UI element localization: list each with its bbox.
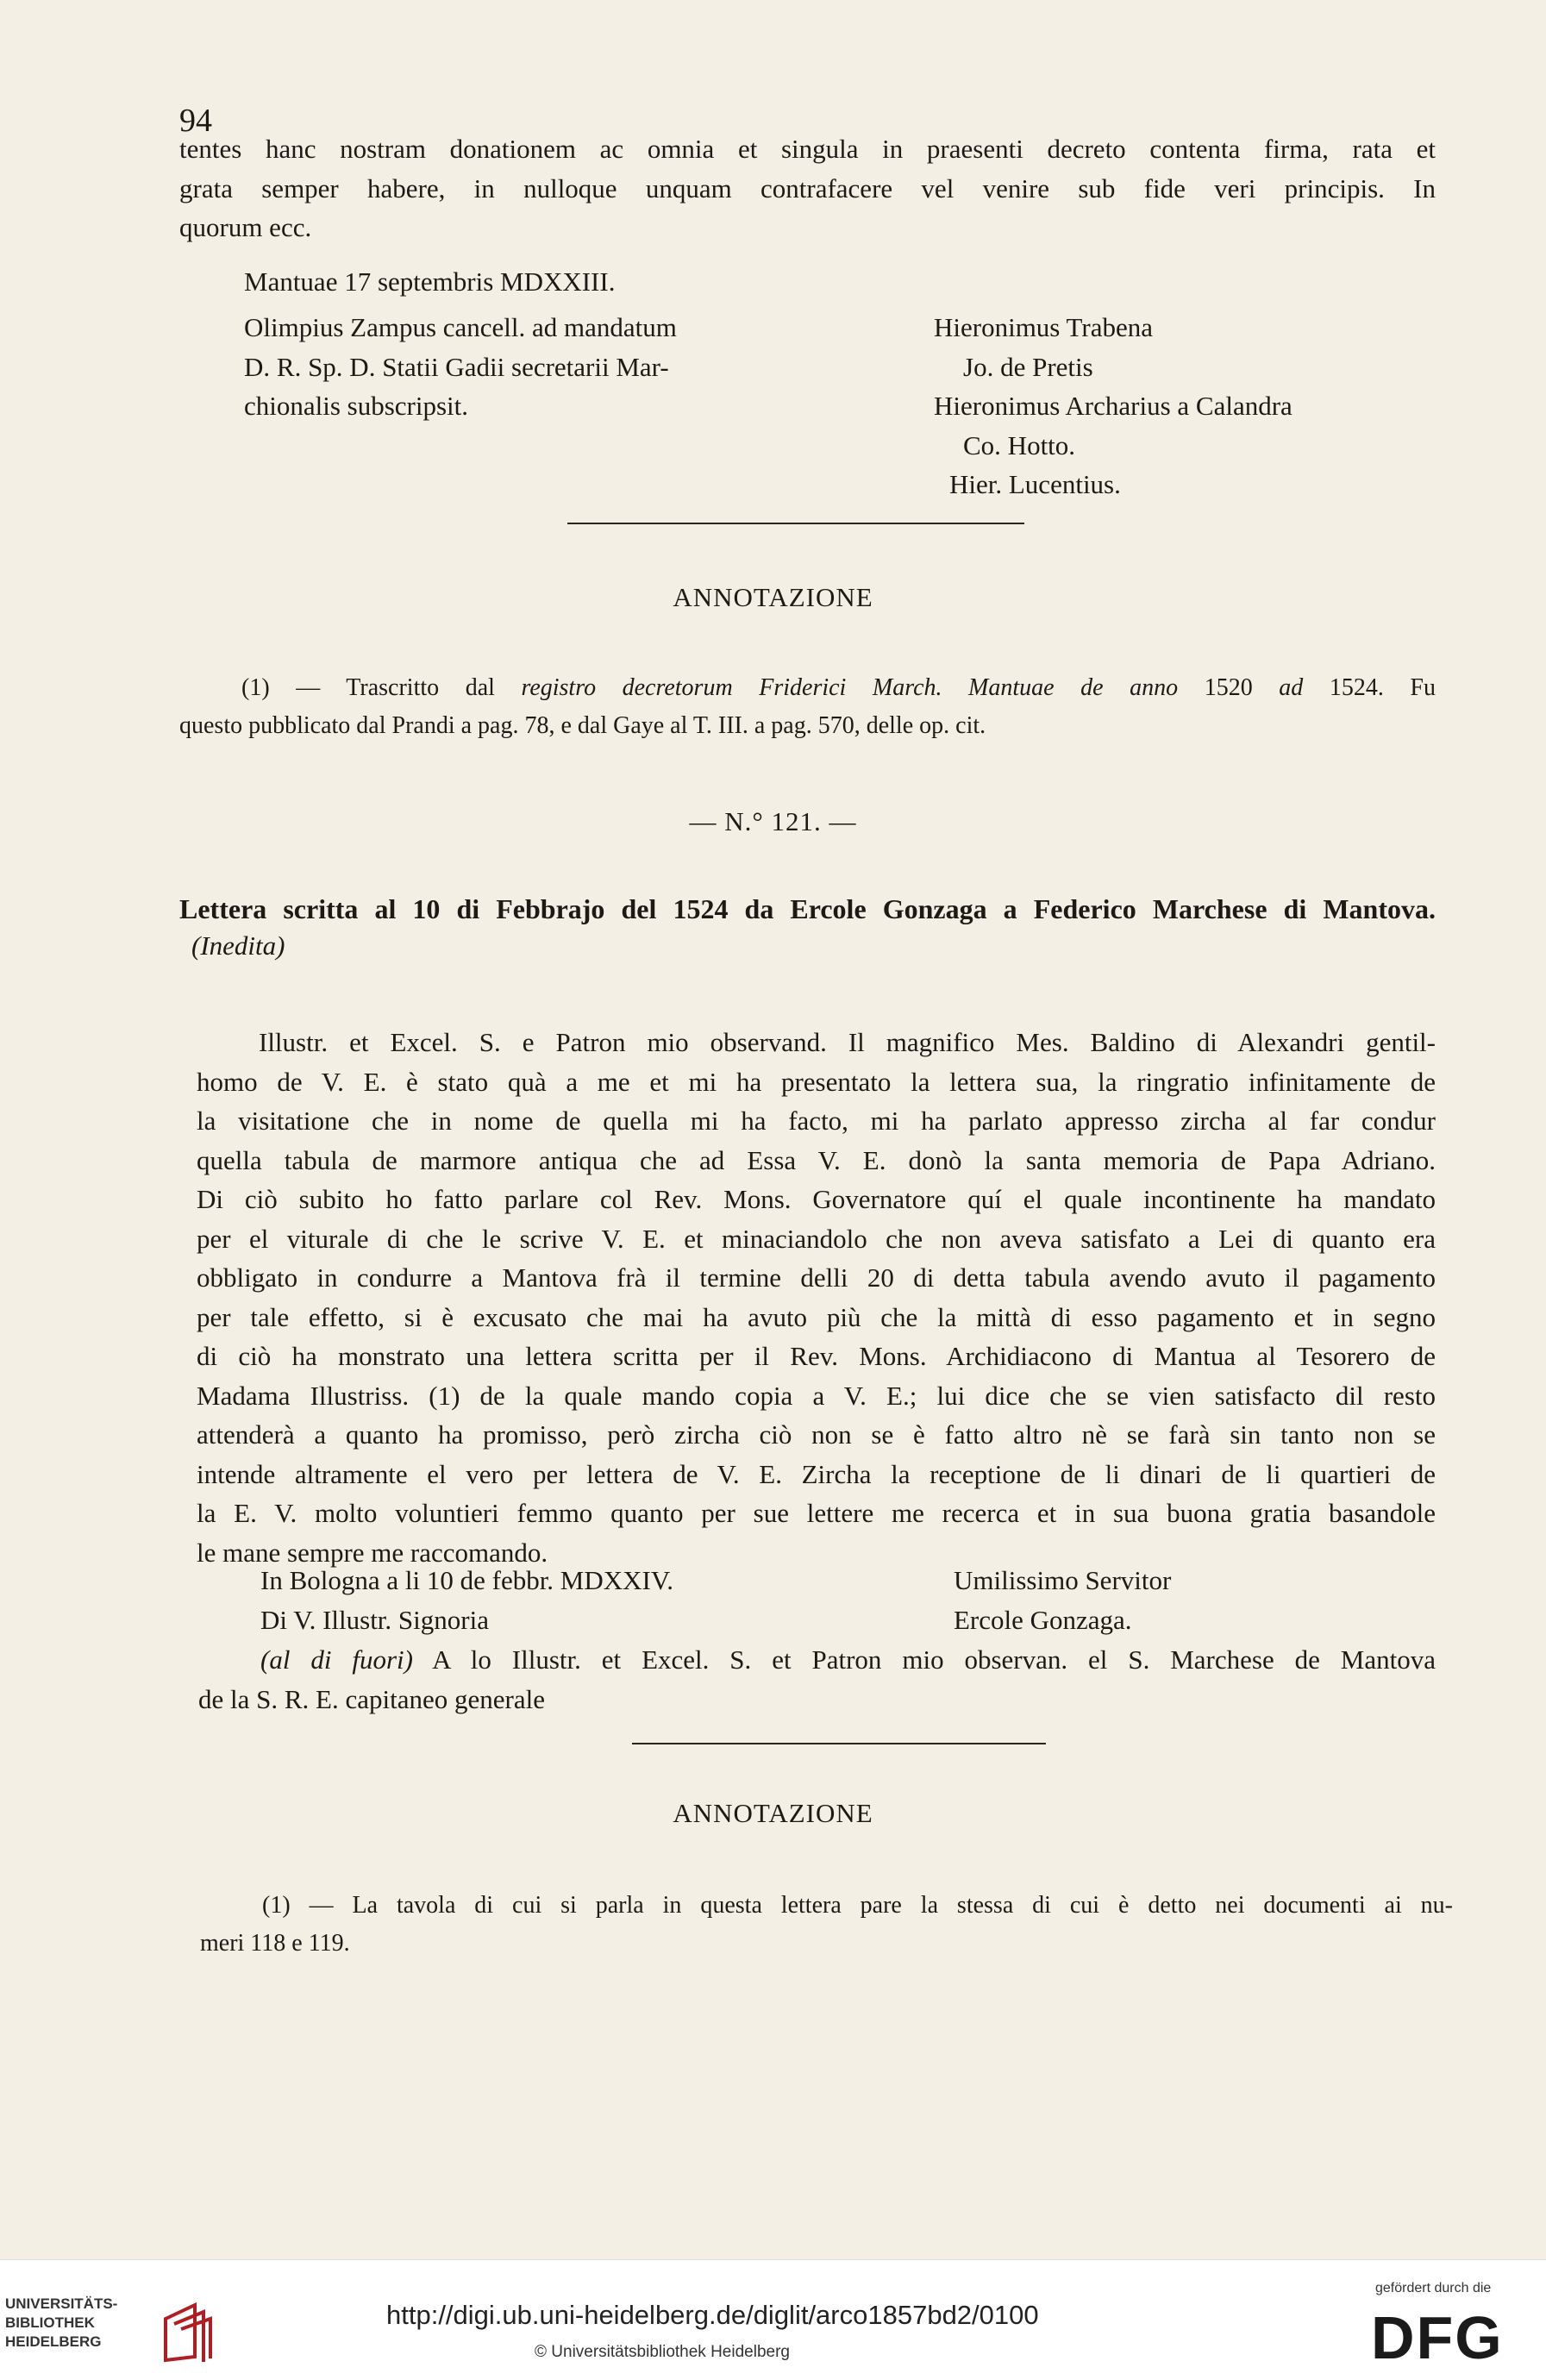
- library-emblem-icon: [160, 2302, 216, 2364]
- document-number: — N.° 121. —: [689, 806, 857, 836]
- signature-line: Co. Hotto.: [963, 429, 1076, 460]
- closing-left: [260, 1561, 673, 1639]
- footnote-line: questo pubblicato dal Prandi a pag. 78, e dal Gaye al T. III. a pag. 570, delle op. cit.: [179, 712, 986, 739]
- address-line: de la S. R. E. capitaneo generale: [198, 1683, 545, 1714]
- text-line: Di ciò subito ho fatto parlare col Rev. Mons. Governatore quí el quale incontinente ha mandato: [197, 1184, 1436, 1214]
- letter-title: Lettera scritta al 10 di Febbrajo del 1524 da Ercole Gonzaga a Federico Marchese di Mantova.: [179, 893, 1436, 924]
- text-line: quella tabula de marmore antiqua che ad Essa V. E. donò la santa memoria de Papa Adriano.: [197, 1144, 1436, 1175]
- text-line: le mane sempre me raccomando.: [197, 1537, 548, 1568]
- signature-line: Hieronimus Trabena: [934, 312, 1154, 342]
- annotation-heading: ANNOTAZIONE: [673, 582, 873, 612]
- text-line: grata semper habere, in nulloque unquam contrafacere vel venire sub fide veri principis. In: [179, 172, 1436, 204]
- text-line: intende altramente el vero per lettera de V. E. Zircha la receptione de li dinari de li quartieri de: [197, 1458, 1436, 1489]
- text-line: obbligato in condurre a Mantova frà il termine delli 20 di detta tabula avendo avuto il pagamento: [197, 1262, 1436, 1293]
- dfg-logo[interactable]: DFG: [1371, 2304, 1504, 2371]
- text-line: per tale effetto, si è excusato che mai ha avuto più che la mittà di esso pagamento et in segno: [197, 1301, 1436, 1332]
- text-line: tentes hanc nostram donationem ac omnia et singula in praesenti decreto contenta firma, rata et: [179, 134, 1436, 164]
- signature-line: Jo. de Pretis: [963, 351, 1093, 382]
- library-name: UNIVERSITÄTS- BIBLIOTHEK HEIDELBERG: [5, 2295, 118, 2350]
- footnote-line: (1) — Trascritto dal registro decretorum Friderici March. Mantuae de anno 1520 ad 1524. Fu: [241, 674, 1436, 701]
- signature-left-block: [244, 308, 677, 426]
- funder-caption: gefördert durch die: [1375, 2281, 1492, 2295]
- text-line: homo de V. E. è stato quà a me et mi ha presentato la lettera sua, la ringratio infinitamente de: [197, 1066, 1436, 1097]
- inedita-label: (Inedita): [191, 930, 285, 961]
- closing-line: Ercole Gonzaga.: [954, 1604, 1132, 1635]
- signature-line: Olimpius Zampus cancell. ad mandatum: [244, 312, 677, 342]
- text-line: la E. V. molto voluntieri femmo quanto per sue lettere me recerca et in sua buona gratia basandole: [197, 1498, 1436, 1528]
- text-line: quorum ecc.: [179, 212, 312, 242]
- signature-line: chionalis subscripsit.: [244, 391, 469, 421]
- footnote-2: [200, 1887, 1453, 1963]
- signature-line: D. R. Sp. D. Statii Gadii secretarii Mar-: [244, 351, 669, 382]
- text-line: Madama Illustriss. (1) de la quale mando copia a V. E.; lui dice che se vien satisfacto dil resto: [197, 1380, 1436, 1411]
- section-divider: [567, 523, 1024, 524]
- closing-line: Umilissimo Servitor: [954, 1565, 1172, 1595]
- digitization-footer: [0, 2259, 1546, 2380]
- signature-right-block: [934, 308, 1382, 504]
- annotation-heading: ANNOTAZIONE: [673, 1798, 873, 1828]
- text-line: di ciò ha monstrato una lettera scritta per il Rev. Mons. Archidiacono di Mantua al Tesorero de: [197, 1341, 1436, 1371]
- address-line: (al di fuori) A lo Illustr. et Excel. S. et Patron mio observan. el S. Marchese de Mantova: [260, 1644, 1436, 1675]
- address-block: [198, 1640, 1436, 1719]
- decree-date: Mantuae 17 septembris MDXXIII.: [244, 266, 616, 297]
- closing-right: [954, 1561, 1171, 1639]
- text-line: per el viturale di che le scrive V. E. et minaciandolo che non aveva satisfato a Lei di quanto era: [197, 1223, 1436, 1254]
- closing-line: Di V. Illustr. Signoria: [260, 1604, 489, 1635]
- footnote-line: meri 118 e 119.: [200, 1930, 350, 1957]
- page-number: 94: [179, 103, 212, 139]
- text-line: attenderà a quanto ha promisso, però zircha ciò non se è fatto altro nè se farà sin tanto non se: [197, 1419, 1436, 1450]
- section-divider: [632, 1743, 1046, 1744]
- signature-line: Hieronimus Archarius a Calandra: [934, 391, 1293, 421]
- footnote-1: [179, 669, 1436, 745]
- letter-body: [197, 1023, 1436, 1572]
- text-line: Illustr. et Excel. S. e Patron mio observand. Il magnifico Mes. Baldino di Alexandri gentil-: [259, 1027, 1436, 1057]
- signature-line: Hier. Lucentius.: [949, 469, 1121, 499]
- text-line: la visitatione che in nome de quella mi ha facto, mi ha parlato appresso zircha al far condur: [197, 1105, 1436, 1136]
- permalink-url[interactable]: http://digi.ub.uni-heidelberg.de/diglit/arco1857bd2/0100: [386, 2300, 1039, 2330]
- footnote-line: (1) — La tavola di cui si parla in questa lettera pare la stessa di cui è detto nei documenti ai nu-: [262, 1892, 1453, 1919]
- opening-paragraph: [179, 129, 1436, 247]
- library-logo[interactable]: [5, 2295, 238, 2364]
- copyright-notice: © Universitätsbibliothek Heidelberg: [535, 2343, 790, 2361]
- closing-line: In Bologna a li 10 de febbr. MDXXIV.: [260, 1565, 674, 1595]
